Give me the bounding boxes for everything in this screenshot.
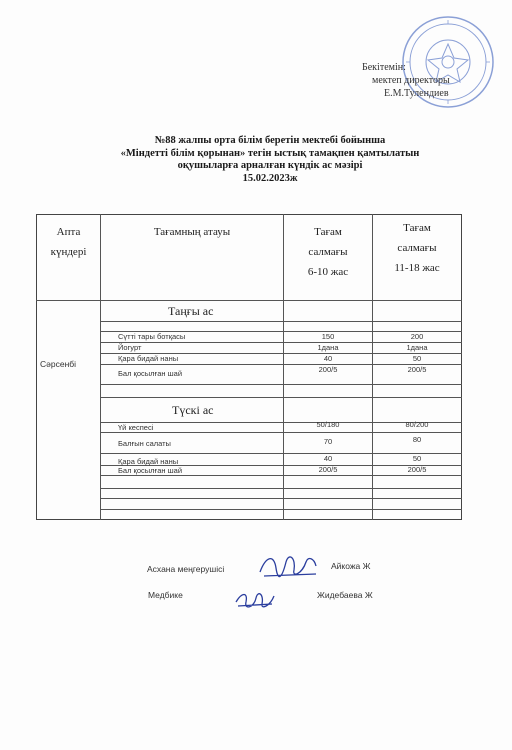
table-divider bbox=[100, 384, 462, 385]
breakfast-item-1-w1: 150 bbox=[321, 332, 335, 341]
title-line-1: №88 жалпы орта білім беретін мектебі бойынша bbox=[154, 135, 386, 146]
approval-block bbox=[362, 61, 450, 100]
breakfast-item-4-name: Бал қосылған шай bbox=[118, 369, 183, 378]
table-divider bbox=[100, 488, 462, 489]
lunch-item-4-w1: 200/5 bbox=[318, 465, 338, 474]
lunch-item-3-name: Қара бидай наны bbox=[118, 457, 179, 466]
chef-name: Айкожа Ж bbox=[331, 561, 371, 571]
lunch-item-3-w1: 40 bbox=[323, 454, 333, 463]
lunch-item-2-name: Балғын салаты bbox=[118, 439, 171, 448]
approval-director-name: Е.М.Тулендиев bbox=[384, 88, 449, 99]
header-weight-6-10-line1: Тағам bbox=[314, 226, 342, 238]
header-weight-11-18-line3: 11-18 жас bbox=[394, 262, 440, 274]
table-divider bbox=[36, 300, 462, 301]
approval-position: мектеп директоры bbox=[372, 75, 450, 86]
nurse-name: Жидебаева Ж bbox=[317, 590, 373, 600]
breakfast-item-4-w2: 200/5 bbox=[407, 365, 427, 374]
table-divider bbox=[100, 397, 462, 398]
title-line-2: «Міндетті білім қорынан» тегін ыстық тамақпен қамтылатын bbox=[120, 147, 420, 159]
lunch-item-2-w1: 70 bbox=[323, 437, 333, 446]
chef-role: Асхана меңгерушісі bbox=[147, 564, 225, 574]
header-week-days bbox=[37, 222, 100, 262]
breakfast-item-3-w1: 40 bbox=[323, 354, 333, 363]
breakfast-item-2-w2: 1дана bbox=[406, 343, 428, 352]
table-divider bbox=[100, 321, 462, 322]
header-dish-name: Тағамның атауы bbox=[153, 226, 231, 238]
breakfast-item-3-w2: 50 bbox=[412, 354, 422, 363]
lunch-item-3-w2: 50 bbox=[412, 454, 422, 463]
lunch-item-1-w1: 50/180 bbox=[316, 420, 340, 429]
header-week-days-line2: күндері bbox=[50, 246, 87, 258]
header-weight-6-10-line2: салмағы bbox=[308, 246, 348, 258]
breakfast-item-4-w1: 200/5 bbox=[318, 365, 338, 374]
lunch-item-2-w2: 80 bbox=[412, 435, 422, 444]
breakfast-label: Таңғы ас bbox=[168, 304, 214, 318]
table-divider bbox=[100, 432, 462, 433]
title-line-3: оқушыларға арналған күндік ас мәзірі bbox=[177, 160, 363, 171]
nurse-role: Медбике bbox=[148, 590, 183, 600]
document-title bbox=[60, 135, 480, 185]
header-week-days-line1: Апта bbox=[56, 226, 81, 238]
breakfast-item-1-w2: 200 bbox=[410, 332, 424, 341]
lunch-label: Түскі ас bbox=[172, 403, 214, 417]
day-wednesday: Сәрсенбі bbox=[40, 359, 77, 369]
chef-signature bbox=[256, 548, 322, 584]
table-divider bbox=[100, 475, 462, 476]
breakfast-item-2-name: Йогурт bbox=[118, 343, 142, 352]
lunch-item-4-w2: 200/5 bbox=[407, 465, 427, 474]
lunch-item-1-w2: 80/200 bbox=[405, 420, 429, 429]
header-weight-11-18-line2: салмағы bbox=[397, 242, 437, 254]
title-date: 15.02.2023ж bbox=[242, 172, 298, 184]
header-weight-6-10 bbox=[284, 222, 372, 282]
nurse-signature bbox=[232, 584, 282, 614]
header-weight-11-18 bbox=[373, 218, 461, 278]
approval-title: Бекітемін: bbox=[362, 62, 406, 73]
header-weight-6-10-line3: 6-10 жас bbox=[307, 266, 349, 278]
breakfast-item-2-w1: 1дана bbox=[317, 343, 339, 352]
lunch-item-1-name: Үй кеспесі bbox=[118, 423, 154, 432]
table-divider bbox=[100, 498, 462, 499]
lunch-item-4-name: Бал қосылған шай bbox=[118, 466, 183, 475]
breakfast-item-3-name: Қара бидай наны bbox=[118, 354, 179, 363]
breakfast-item-1-name: Сүтті тары ботқасы bbox=[118, 332, 186, 341]
table-divider bbox=[100, 509, 462, 510]
header-weight-11-18-line1: Тағам bbox=[403, 222, 431, 234]
